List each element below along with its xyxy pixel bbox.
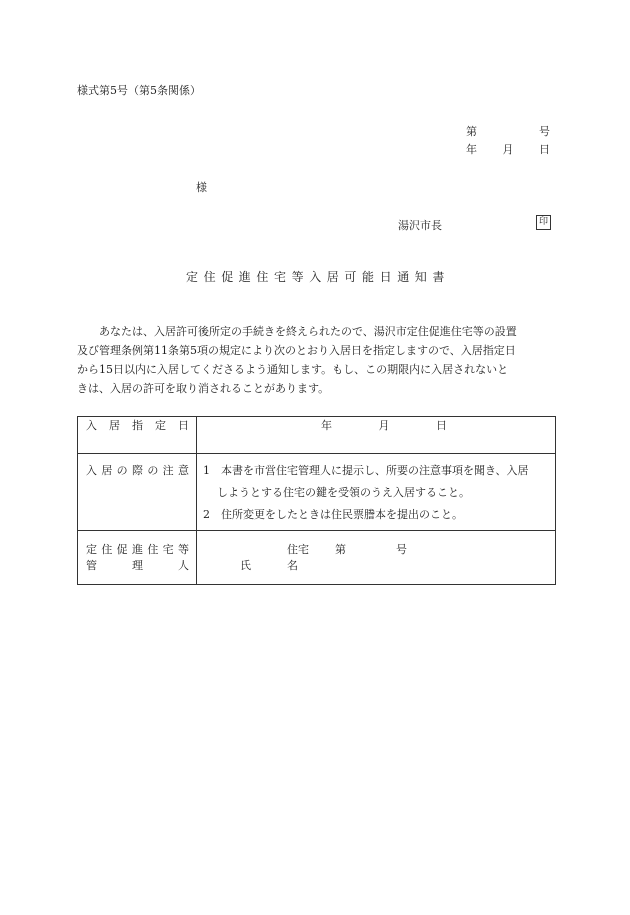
year-label: 年 [466, 143, 477, 156]
notes-list [197, 454, 555, 526]
designated-date-value [321, 417, 447, 433]
housing-line: 住宅 第 号 [287, 543, 407, 556]
body-line: 及び管理条例第11条第5項の規定により次のとおり入居日を指定しますので、入居指定日 [77, 344, 516, 357]
table-row-designated-date [78, 417, 556, 454]
issue-date-line [466, 141, 550, 157]
note-item: 1 本書を市営住宅管理人に提示し、所要の注意事項を聞き、入居 [203, 464, 529, 477]
note-item: 2 住所変更をしたときは住民票謄本を提出のこと。 [203, 508, 463, 521]
label-notes: 入 居 の 際 の 注 意 [86, 464, 189, 477]
body-paragraph [77, 322, 553, 398]
label-manager: 定 住 促 進 住 宅 等 管 理 人 [86, 543, 189, 572]
label-cell [78, 454, 197, 531]
label-cell [78, 531, 197, 585]
day-label: 日 [436, 419, 447, 432]
manager-info [197, 531, 555, 574]
name-line: 氏 名 [240, 559, 298, 572]
body-line: きは、入居の許可を取り消されることがあります。 [77, 382, 330, 395]
seal-mark: 印 [536, 215, 551, 230]
recipient-honorific: 様 [196, 181, 207, 194]
month-label: 月 [502, 143, 514, 156]
body-line: から15日以内に入居してくださるよう通知します。もし、この期限内に入居されないと [77, 363, 509, 376]
value-cell [197, 417, 556, 454]
year-label: 年 [321, 419, 332, 432]
form-number-label: 様式第5号（第5条関係） [77, 84, 201, 97]
month-label: 月 [378, 419, 390, 432]
note-item: しようとする住宅の鍵を受領のうえ入居すること。 [217, 486, 470, 499]
table-row-manager [78, 531, 556, 585]
day-label: 日 [539, 143, 550, 156]
number-suffix: 号 [539, 125, 550, 138]
label-cell [78, 417, 197, 454]
number-prefix: 第 [466, 125, 477, 138]
value-cell [197, 531, 556, 585]
body-line: あなたは、入居許可後所定の手続きを終えられたので、湯沢市定住促進住宅等の設置 [99, 325, 517, 338]
document-title: 定住促進住宅等入居可能日通知書 [186, 270, 451, 284]
document-number-line [466, 123, 550, 139]
issuer-name: 湯沢市長 [398, 219, 442, 232]
label-designated-date: 入 居 指 定 日 [86, 419, 189, 432]
info-table [77, 416, 556, 585]
value-cell [197, 454, 556, 531]
table-row-notes [78, 454, 556, 531]
